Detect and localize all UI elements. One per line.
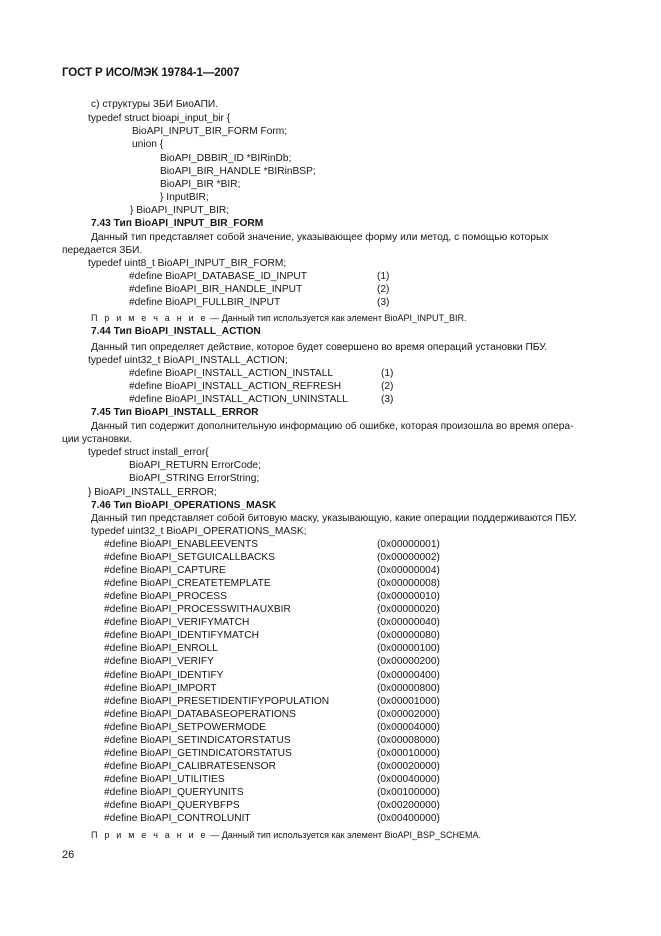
- code-line: typedef struct bioapi_input_bir {: [88, 113, 231, 124]
- define-name: #define BioAPI_INSTALL_ACTION_REFRESH: [129, 381, 342, 392]
- code-line: BioAPI_DBBIR_ID *BIRinDb;: [160, 153, 292, 164]
- define-value: (0x00001000): [377, 696, 440, 707]
- define-name: #define BioAPI_QUERYBFPS: [104, 800, 240, 811]
- define-value: (2): [381, 381, 394, 392]
- define-name: #define BioAPI_IDENTIFY: [104, 670, 224, 681]
- code-line: } BioAPI_INPUT_BIR;: [130, 205, 230, 216]
- define-value: (0x00200000): [377, 800, 440, 811]
- note-text: — Данный тип используется как элемент BioAPI_BSP_SCHEMA.: [207, 830, 481, 840]
- define-value: (1): [381, 368, 394, 379]
- define-name: #define BioAPI_PROCESSWITHAUXBIR: [104, 604, 291, 615]
- page-header: ГОСТ Р ИСО/МЭК 19784-1—2007: [62, 67, 240, 79]
- define-name: #define BioAPI_SETGUICALLBACKS: [104, 552, 276, 563]
- define-value: (0x00000040): [377, 617, 440, 628]
- define-name: #define BioAPI_FULLBIR_INPUT: [129, 297, 281, 308]
- define-name: #define BioAPI_VERIFY: [104, 656, 214, 667]
- note-label: П р и м е ч а н и е: [91, 830, 208, 840]
- define-name: #define BioAPI_DATABASEOPERATIONS: [104, 709, 296, 720]
- define-value: (0x00000010): [377, 591, 440, 602]
- code-line: typedef uint32_t BioAPI_INSTALL_ACTION;: [88, 355, 288, 366]
- intro-text: с) структуры ЗБИ БиоАПИ.: [91, 99, 219, 110]
- code-line: typedef uint8_t BioAPI_INPUT_BIR_FORM;: [88, 258, 287, 269]
- code-line: BioAPI_INPUT_BIR_FORM Form;: [132, 126, 288, 137]
- code-line: } BioAPI_INSTALL_ERROR;: [88, 487, 217, 498]
- define-name: #define BioAPI_INSTALL_ACTION_INSTALL: [129, 368, 334, 379]
- define-name: #define BioAPI_SETPOWERMODE: [104, 722, 266, 733]
- section-heading: 7.45 Тип BioAPI_INSTALL_ERROR: [91, 407, 259, 418]
- define-value: (0x00000400): [377, 670, 440, 681]
- define-value: (0x00004000): [377, 722, 440, 733]
- define-name: #define BioAPI_DATABASE_ID_INPUT: [129, 271, 307, 282]
- define-value: (3): [381, 394, 394, 405]
- note-text: — Данный тип используется как элемент BioAPI_INPUT_BIR.: [207, 313, 467, 323]
- define-value: (0x00000020): [377, 604, 440, 615]
- define-name: #define BioAPI_CALIBRATESENSOR: [104, 761, 276, 772]
- define-value: (0x00000200): [377, 656, 440, 667]
- paragraph-line: ции установки.: [62, 434, 133, 445]
- define-value: (0x00000080): [377, 630, 440, 641]
- define-value: (0x00100000): [377, 787, 440, 798]
- define-value: (0x00040000): [377, 774, 440, 785]
- paragraph-line: передается ЗБИ.: [62, 245, 143, 256]
- define-value: (0x00002000): [377, 709, 440, 720]
- paragraph-line: Данный тип представляет собой значение, указывающее форму или метод, с помощью которых: [91, 232, 549, 243]
- code-line: BioAPI_STRING ErrorString;: [129, 473, 260, 484]
- code-line: BioAPI_BIR_HANDLE *BIRinBSP;: [160, 166, 316, 177]
- code-line: union {: [132, 139, 164, 150]
- define-name: #define BioAPI_INSTALL_ACTION_UNINSTALL: [129, 394, 348, 405]
- define-name: #define BioAPI_ENROLL: [104, 643, 218, 654]
- paragraph-line: Данный тип представляет собой битовую маску, указывающую, какие операции поддерживаются ПБУ.: [91, 513, 577, 524]
- define-name: #define BioAPI_IMPORT: [104, 683, 217, 694]
- define-value: (0x00000100): [377, 643, 440, 654]
- code-line: BioAPI_BIR *BIR;: [160, 179, 241, 190]
- define-name: #define BioAPI_UTILITIES: [104, 774, 225, 785]
- note-label: П р и м е ч а н и е: [91, 313, 208, 323]
- define-name: #define BioAPI_BIR_HANDLE_INPUT: [129, 284, 303, 295]
- define-name: #define BioAPI_ENABLEEVENTS: [104, 539, 259, 550]
- section-heading: 7.43 Тип BioAPI_INPUT_BIR_FORM: [91, 218, 264, 229]
- define-value: (0x00000004): [377, 565, 440, 576]
- define-name: #define BioAPI_PROCESS: [104, 591, 227, 602]
- define-name: #define BioAPI_CAPTURE: [104, 565, 226, 576]
- code-line: BioAPI_RETURN ErrorCode;: [129, 460, 261, 471]
- paragraph-line: Данный тип содержит дополнительную информацию об ошибке, которая произошла во время опера-: [91, 421, 574, 432]
- define-name: #define BioAPI_QUERYUNITS: [104, 787, 244, 798]
- note: [91, 829, 481, 842]
- define-value: (0x00000001): [377, 539, 440, 550]
- section-heading: 7.44 Тип BioAPI_INSTALL_ACTION: [91, 326, 261, 337]
- define-value: (0x00000800): [377, 683, 440, 694]
- define-name: #define BioAPI_IDENTIFYMATCH: [104, 630, 259, 641]
- code-line: typedef struct install_error{: [88, 447, 209, 458]
- define-value: (0x00008000): [377, 735, 440, 746]
- page-number: 26: [62, 849, 75, 861]
- define-name: #define BioAPI_CONTROLUNIT: [104, 813, 251, 824]
- define-name: #define BioAPI_PRESETIDENTIFYPOPULATION: [104, 696, 330, 707]
- define-value: (0x00400000): [377, 813, 440, 824]
- define-value: (0x00020000): [377, 761, 440, 772]
- define-value: (1): [377, 271, 390, 282]
- define-value: (0x00000002): [377, 552, 440, 563]
- define-name: #define BioAPI_GETINDICATORSTATUS: [104, 748, 292, 759]
- define-value: (0x00010000): [377, 748, 440, 759]
- define-name: #define BioAPI_VERIFYMATCH: [104, 617, 250, 628]
- define-value: (3): [377, 297, 390, 308]
- define-name: #define BioAPI_SETINDICATORSTATUS: [104, 735, 291, 746]
- code-line: typedef uint32_t BioAPI_OPERATIONS_MASK;: [91, 526, 307, 537]
- section-heading: 7.46 Тип BioAPI_OPERATIONS_MASK: [91, 500, 277, 511]
- code-line: } InputBIR;: [160, 192, 209, 203]
- define-value: (2): [377, 284, 390, 295]
- paragraph-line: Данный тип определяет действие, которое будет совершено во время операций установки ПБУ.: [91, 342, 548, 353]
- define-value: (0x00000008): [377, 578, 440, 589]
- note: [91, 312, 466, 325]
- define-name: #define BioAPI_CREATETEMPLATE: [104, 578, 271, 589]
